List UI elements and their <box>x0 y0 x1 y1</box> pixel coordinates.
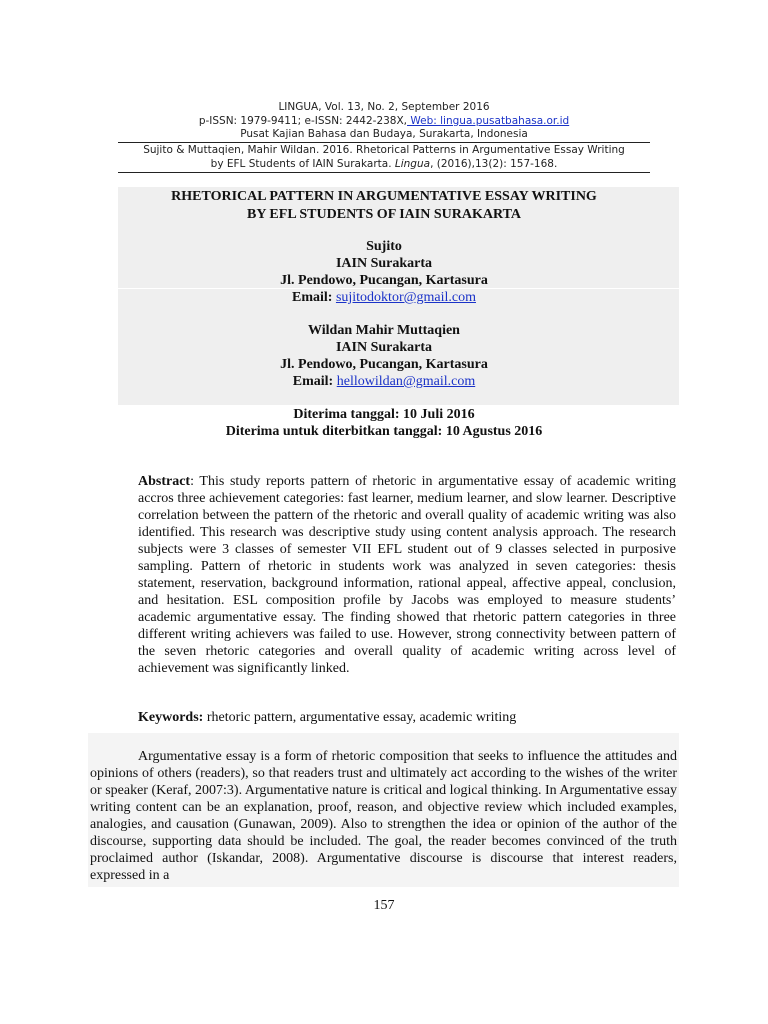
author-block-1 <box>0 238 768 306</box>
submission-dates <box>0 406 768 440</box>
author-address: Jl. Pendowo, Pucangan, Kartasura <box>280 273 488 288</box>
journal-volume: LINGUA, Vol. 13, No. 2, September 2016 <box>278 101 490 113</box>
citation-journal-name: Lingua <box>394 158 431 170</box>
abstract-text: : This study reports pattern of rhetoric in argumentative essay of academic writing accros three achievement categories: fast learner, medium learner, and slow learner. Descriptive correlation between the pattern of the rhetoric and overall quality of academic writing was also identified. This research was descriptive study using content analysis approach. The research subjects were 3 classes of semester VII EFL student out of 9 classes selected in purposive sampling. Pattern of rhetoric in students work was analyzed in seven categories: thesis statement, reservation, background information, rational appeal, affective appeal, conclusion, and hesitation. ESL composition profile by Jacobs was employed to measure students’ academic argumentative essay. The finding showed that rhetoric pattern categories in three different writing achievers was failed to use. However, strong connectivity between pattern of the seven rhetoric categories and overall quality of academic writing across level of achievement was significantly linked. <box>138 474 676 676</box>
journal-header <box>0 101 768 142</box>
keywords <box>138 709 676 726</box>
accepted-date: Diterima untuk diterbitkan tanggal: 10 Agustus 2016 <box>225 424 543 439</box>
citation-line2-pre: by EFL Students of IAIN Surakarta. <box>210 158 392 170</box>
author-name: Sujito <box>366 239 402 254</box>
journal-web-link[interactable]: Web: lingua.pusatbahasa.or.id <box>407 114 570 127</box>
paper-title-line1: RHETORICAL PATTERN IN ARGUMENTATIVE ESSAY WRITING <box>171 189 597 204</box>
author-address: Jl. Pendowo, Pucangan, Kartasura <box>280 357 488 372</box>
author-affiliation: IAIN Surakarta <box>335 340 433 355</box>
author-block-2 <box>0 322 768 390</box>
citation-line2 <box>0 157 768 171</box>
keywords-text: rhetoric pattern, argumentative essay, academic writing <box>203 710 517 725</box>
author-email-label: Email: <box>292 374 334 389</box>
author-email-line <box>0 373 768 390</box>
citation-line1: Sujito & Muttaqien, Mahir Wildan. 2016. Rhetorical Patterns in Argumentative Essay Writing <box>143 144 625 156</box>
journal-issn: p-ISSN: 1979-9411; e-ISSN: 2442-238X, <box>198 114 408 127</box>
paper-title-line2: BY EFL STUDENTS OF IAIN SURAKARTA <box>247 207 521 222</box>
header-rule-bottom <box>118 172 650 173</box>
citation <box>0 143 768 171</box>
page-number: 157 <box>373 898 395 913</box>
author-name: Wildan Mahir Muttaqien <box>308 323 460 338</box>
author-email-link[interactable]: sujitodoktor@gmail.com <box>335 290 476 305</box>
paper-title <box>0 188 768 224</box>
abstract-label: Abstract <box>138 474 191 489</box>
keywords-label: Keywords: <box>138 710 204 725</box>
journal-issn-line <box>0 115 768 129</box>
author-email-link[interactable]: hellowildan@gmail.com <box>336 374 476 389</box>
author-email-label: Email: <box>291 290 333 305</box>
citation-line2-post: , (2016),13(2): 157-168. <box>430 158 558 170</box>
abstract <box>138 473 676 677</box>
author-email-line <box>0 289 768 306</box>
received-date: Diterima tanggal: 10 Juli 2016 <box>293 407 475 422</box>
author-affiliation: IAIN Surakarta <box>335 256 433 271</box>
body-paragraph: Argumentative essay is a form of rhetoric composition that seeks to influence the attitudes and opinions of others (readers), so that readers trust and ultimately act according to the wishes of the writer or speaker (Keraf, 2007:3). Argumentative nature is critical and logical thinking. In Argumentative essay writing content can be an explanation, proof, reason, and objective review which included examples, analogies, and causation (Gunawan, 2009). Also to strengthen the idea or opinion of the author of the discourse, supporting data should be included. The goal, the reader becomes convinced of the truth proclaimed author (Iskandar, 2008). Argumentative discourse is discourse that interest readers, expressed in a <box>90 749 677 883</box>
journal-publisher: Pusat Kajian Bahasa dan Budaya, Surakarta, Indonesia <box>240 128 528 140</box>
